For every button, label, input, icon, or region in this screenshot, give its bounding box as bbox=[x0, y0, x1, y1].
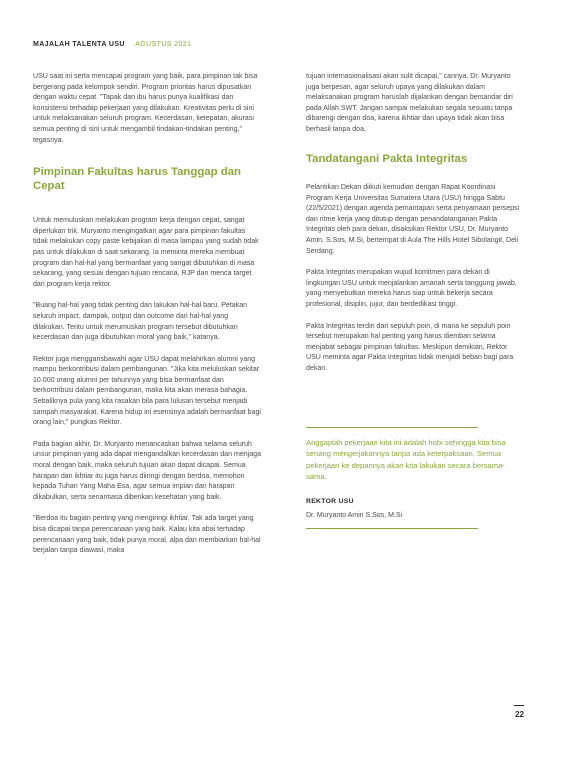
left-paragraph-1: USU saat ini serta mencapai program yang baik, para pimpinan tak bisa bergerang pada kelompok sendiri. Program prioritas harus dipusatkan dengan waktu cepat. "Tapak dan ibu harus punya kualifikasi dan konsistensi terhadap pekerjaan yang dilakukan. Kreativitas perlu di sini untuk melaksanakan seluruh program. Kecerdasan, ketepatan, akurasi semua penting di sini untuk mengambil tindakan-tindakan penting," tegasnya. bbox=[33, 73, 258, 144]
page-number: 22 bbox=[515, 710, 524, 719]
signature-title: REKTOR USU bbox=[306, 497, 354, 505]
right-paragraph-4: Pakta Integritas terdiri dari sepuluh poin, di mana ke sepuluh poin tersebut merupakan hal penting yang harus diemban selama menjabat sebagai pimpinan fakultas. Meskipun demikian, Rektor USU meminta agar Pakta Integritas tidak menjadi beban bagi para dekan. bbox=[306, 322, 514, 372]
left-paragraph-2: Untuk memuluskan melakukan program kerja dengan cepat, sangat diperlukan trik. Muryanto mengingatkan agar para pimpinan fakultas tidak melakukan copy paste kebijakan di masa lampau yang sudah tidak pas untuk dilakukan di saat sekarang. Ia meminta mereka membuat program dan hal-hal yang bermanfaat yang sangat dibutuhkan di masa sekarang, yang sesuai dengan tujuan rencana, RJP dan menca target dari program kerja rektor. bbox=[33, 217, 259, 288]
left-paragraph-4: Rektor juga menggarisbawahi agar USU dapat melahirkan alumni yang mampu berkontribusi dalam pembangunan. "Jika kita meluluskan sekitar 10.000 orang alumni per tahunnya yang bisa bermanfaat dan berkontribusi dalam pembangunan, maka kita akan merasa bahagia. Sebaliknya pula yang kita rasakan bila para lulusan tersebut menjadi sampah masyarakat. Karena hidup ini esensinya adalah bermanfaat bagi orang lain," pungkas Rektor. bbox=[33, 355, 261, 427]
page-number-bar bbox=[514, 705, 524, 706]
left-paragraph-5: Pada bagian akhir, Dr. Muryanto menancaskan bahwa selama seluruh unsur pimpinan yang ada dapat mengandalkan kecerdasan dan menjaga moral dengan baik, maka seluruh tujuan akan dapat dicapai. Semua harapan dan ikhtiar itu juga harus diiringi dengan berdoa, memohon kepada Tuhan Yang Maha Esa, agar semua impian dan harapan dikabulkan, serta senantiasa diberikan kesehatan yang baik. bbox=[33, 440, 262, 501]
right-paragraph-3: Pakta Integritas merupakan wujud komitmen para dekan di lingkungan USU untuk menjalankan amanah serta tanggung jawab, yang menyebutkan mereka harus siap untuk bekerja secara profesional, disiplin, jujur, dan berdedikasi tinggi. bbox=[306, 269, 517, 308]
section-heading-pakta: Tandatangani Pakta Integritas bbox=[306, 152, 468, 165]
page-header bbox=[33, 41, 191, 48]
right-column bbox=[306, 72, 520, 529]
quote-divider bbox=[306, 427, 478, 428]
right-paragraph-1: tujuan internasionalisasi akan sulit dicapai," cannya. Dr. Muryanto juga berpesan, agar seluruh upaya yang dilakukan dalam melaksanakan program haruslah dijalankan dengan bersandar diri pada Allah SWT. Jangan sampai melakukan segala sesuatu tanpa dibarengi dengan doa, karena ikhtiar dan upaya tidak akan bisa berhasil tanpa doa. bbox=[306, 73, 513, 133]
magazine-name: MAJALAH TALENTA USU bbox=[33, 41, 125, 48]
right-paragraph-2: Pelantikan Dekan diikuti kemudian dengan Rapat Koordinasi Program Kerja Universitas Sumatera Utara (USU) hingga Sabtu (22/5/2021) dengan agenda pemantapan serta penyamaan persepsi dan ritme kerja yang ditutup dengan penandatanganan Pakta Integritas oleh para dekan, disaksikan Rektor USU, Dr. Muryanto Amin, S.Sos, M.Si, bertempat di Aula The Hills Hotel Sibolangit, Deli Serdang. bbox=[306, 184, 520, 255]
issue-date: AGUSTUS 2021 bbox=[135, 41, 192, 48]
left-paragraph-6: "Berdoa itu bagian penting yang mengiringi ikhtiar. Tak ada target yang bisa dicapai tanpa perencanaan yang baik. Kalau kita abai terhadap perencanaan yang baik, tidak punya moral, alpa dan membiarkan hal-hal berjalan tanpa diawasi, maka bbox=[33, 515, 261, 555]
left-column bbox=[33, 72, 261, 568]
left-paragraph-3: "Buang hal-hal yang tidak penting dan lakukan hal-hal baru. Petakan seluruh impact, dampak, output dan outcome dari hal-hal yang dilakukan. Tentu untuk merumuskan program tersebut dibutuhkan kecerdasan dan juga dibutuhkan moral yang baik," katanya. bbox=[33, 302, 248, 342]
pull-quote: Anggaplah pekerjaan kita ini adalah hobi sehingga kita bisa senang mengerjakannya tanpa ada keterpaksaan. Semua pekerjaan ke depannya akan kita lakukan secara bersama-sama. bbox=[306, 437, 506, 482]
section-heading-pimpinan: Pimpinan Fakultas harus Tanggap dan Cepat bbox=[33, 166, 242, 192]
page-number-block bbox=[514, 705, 524, 719]
signature-name: Dr. Muryanto Amin S.Sos, M.Si bbox=[306, 511, 403, 519]
signature-divider bbox=[306, 528, 478, 529]
